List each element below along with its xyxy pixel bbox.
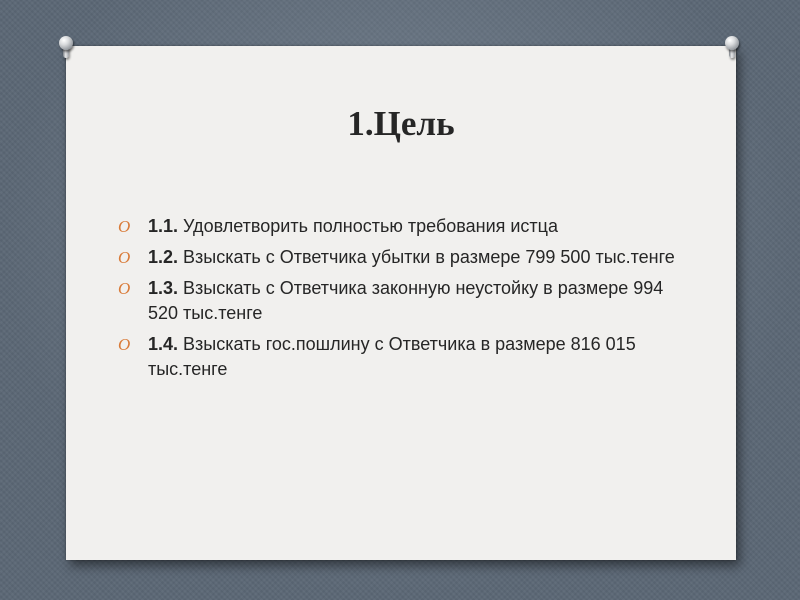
item-number: 1.3. [148,278,179,298]
item-number: 1.1. [148,216,179,236]
slide-title: 1.Цель [347,104,455,143]
bullet-list [118,214,678,388]
item-number: 1.2. [148,247,179,267]
pushpin-icon [58,36,74,60]
bullet-icon: O [118,335,131,354]
item-text: Взыскать гос.пошлину с Ответчика в размере 816 015 тыс.тенге [148,334,636,379]
bullet-icon: O [118,217,131,236]
item-text: Взыскать с Ответчика законную неустойку в размере 994 520 тыс.тенге [148,278,664,323]
list-item [118,276,678,326]
list-item [118,332,678,382]
item-text: Удовлетворить полностью требования истца [178,216,558,236]
bullet-icon: O [118,279,131,298]
pushpin-icon [724,36,740,60]
list-item [118,214,678,239]
item-text: Взыскать с Ответчика убытки в размере 799 500 тыс.тенге [178,247,675,267]
item-number: 1.4. [148,334,179,354]
list-item [118,245,678,270]
bullet-icon: O [118,248,131,267]
